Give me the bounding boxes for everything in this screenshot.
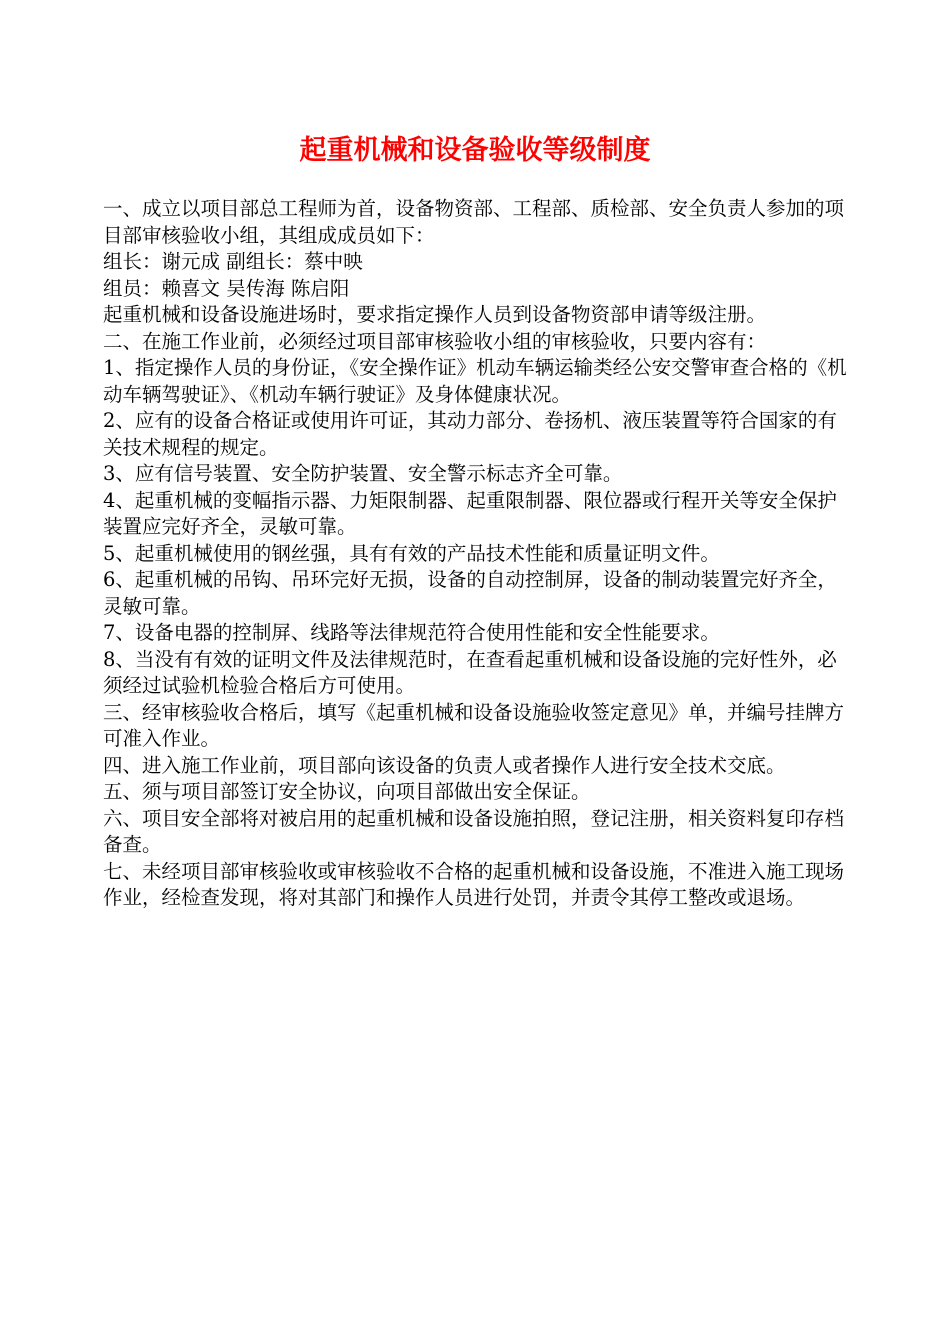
document-title: 起重机械和设备验收等级制度 — [299, 135, 651, 166]
paragraph: 六、项目安全部将对被启用的起重机械和设备设施拍照，登记注册，相关资料复印存档备查。 — [103, 806, 845, 856]
paragraph: 起重机械和设备设施进场时，要求指定操作人员到设备物资部申请等级注册。 — [103, 303, 767, 326]
paragraph: 七、未经项目部审核验收或审核验收不合格的起重机械和设备设施，不准进入施工现场作业，经检查发现，将对其部门和操作人员进行处罚，并责令其停工整改或退场。 — [103, 859, 845, 909]
paragraph: 组员：赖喜文 吴传海 陈启阳 — [103, 276, 350, 300]
paragraph: 五、须与项目部签订安全协议，向项目部做出安全保证。 — [103, 780, 591, 803]
paragraph: 5、起重机械使用的钢丝强，具有有效的产品技术性能和质量证明文件。 — [103, 541, 720, 565]
paragraph: 7、设备电器的控制屏、线路等法律规范符合使用性能和安全性能要求。 — [103, 621, 720, 644]
paragraph: 四、进入施工作业前，项目部向该设备的负责人或者操作人进行安全技术交底。 — [103, 753, 786, 777]
paragraph: 一、成立以项目部总工程师为首，设备物资部、工程部、质检部、安全负责人参加的项目部审核验收小组，其组成成员如下： — [103, 197, 845, 247]
paragraph: 6、起重机械的吊钩、吊环完好无损，设备的自动控制屏，设备的制动装置完好齐全，灵敏可靠。 — [103, 568, 837, 618]
paragraph: 2、应有的设备合格证或使用许可证，其动力部分、卷扬机、液压装置等符合国家的有关技术规程的规定。 — [103, 409, 837, 459]
paragraph: 1、指定操作人员的身份证，《安全操作证》机动车辆运输类经公安交警审查合格的《机动车辆驾驶证》、《机动车辆行驶证》及身体健康状况。 — [103, 356, 847, 406]
paragraph: 组长：谢元成 副组长：蔡中映 — [103, 250, 363, 273]
paragraph: 三、经审核验收合格后，填写《起重机械和设备设施验收签定意见》单，并编号挂牌方可准入作业。 — [103, 700, 845, 750]
paragraph: 3、应有信号装置、安全防护装置、安全警示标志齐全可靠。 — [103, 462, 623, 485]
paragraph: 8、当没有有效的证明文件及法律规范时，在查看起重机械和设备设施的完好性外，必须经过试验机检验合格后方可使用。 — [103, 647, 837, 697]
document-body — [103, 196, 853, 912]
paragraph: 二、在施工作业前，必须经过项目部审核验收小组的审核验收，只要内容有： — [103, 329, 767, 353]
paragraph: 4、起重机械的变幅指示器、力矩限制器、起重限制器、限位器或行程开关等安全保护装置应完好齐全，灵敏可靠。 — [103, 488, 837, 538]
